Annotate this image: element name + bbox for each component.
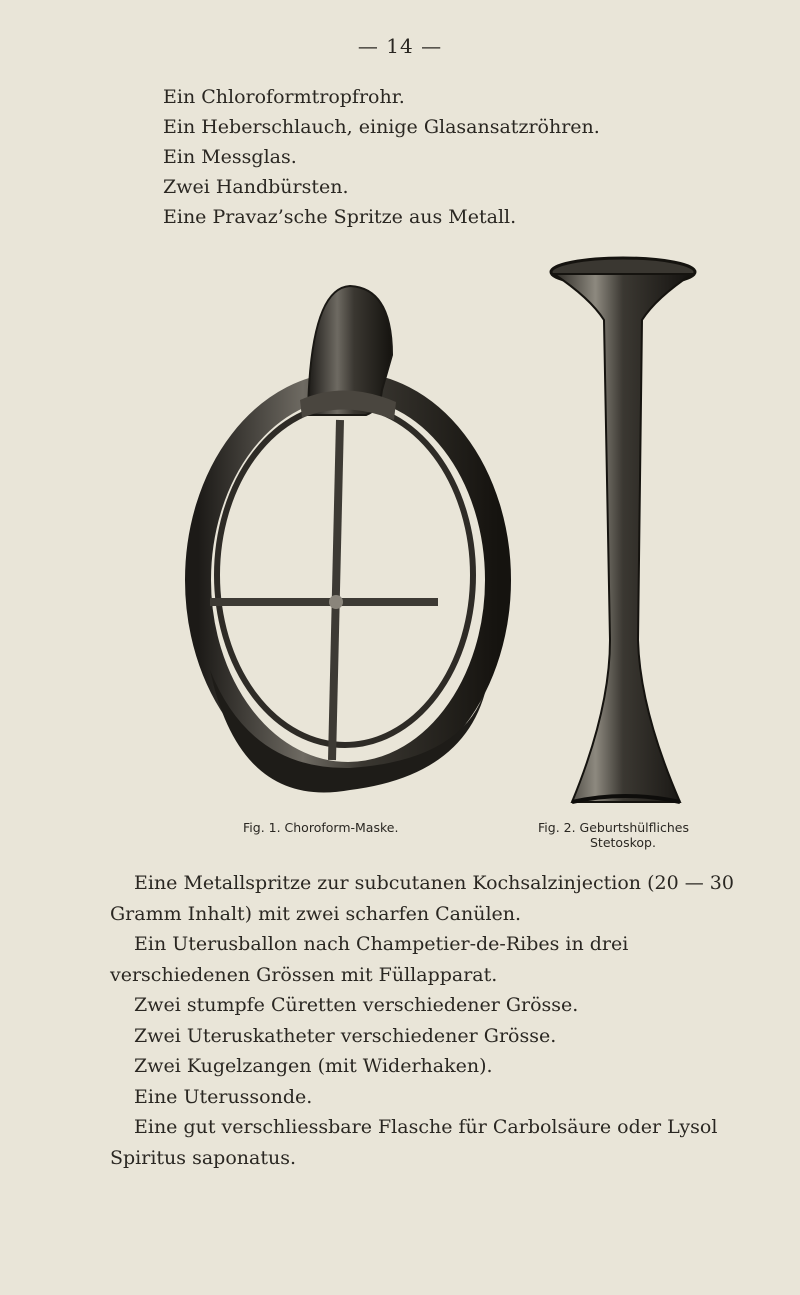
figure-1-caption: Fig. 1. Choroform-Maske. — [243, 820, 399, 835]
list-item: Zwei Handbürsten. — [163, 176, 349, 198]
list-item: Eine Uterussonde. — [134, 1085, 313, 1108]
list-item: Ein Messglas. — [163, 146, 297, 168]
chloroform-mask-figure — [198, 286, 498, 793]
instrument-list-top — [163, 82, 763, 232]
list-item: Eine gut verschliessbare Flasche für Carbolsäure oder Lysol Spiritus saponatus. — [110, 1116, 718, 1169]
list-item: Ein Uterusballon nach Champetier-de-Ribes in drei verschiedenen Grössen mit Füllapparat. — [110, 933, 629, 986]
list-item: Ein Heberschlauch, einige Glasansatzröhren. — [163, 116, 600, 138]
figure-2-caption — [538, 820, 689, 850]
mask-outer-ring — [198, 385, 498, 775]
list-item: Eine Pravaz’sche Spritze aus Metall. — [163, 206, 517, 228]
page-number: — 14 — — [357, 34, 443, 58]
mask-wire-vertical — [332, 420, 340, 760]
mask-inner-rim — [217, 405, 473, 745]
figure-2-caption-line-2: Stetoskop. — [590, 835, 656, 850]
stethoscope-tube — [554, 274, 692, 802]
figures-illustration — [170, 250, 730, 810]
instrument-list-bottom — [110, 868, 770, 1173]
list-item: Zwei Kugelzangen (mit Widerhaken). — [134, 1055, 493, 1077]
figure-2-caption-line-1: Fig. 2. Geburtshülfliches — [538, 820, 689, 835]
mask-wire-joint — [329, 595, 343, 609]
list-item: Zwei stumpfe Cüretten verschiedener Grösse. — [134, 994, 579, 1016]
list-item: Eine Metallspritze zur subcutanen Kochsalzinjection (20 — 30 Gramm Inhalt) mit zwei scharfen Canülen. — [110, 872, 734, 925]
list-item: Ein Chloroformtropfrohr. — [163, 86, 405, 108]
stethoscope-figure — [551, 258, 695, 802]
list-item: Zwei Uteruskatheter verschiedener Grösse. — [134, 1024, 557, 1047]
